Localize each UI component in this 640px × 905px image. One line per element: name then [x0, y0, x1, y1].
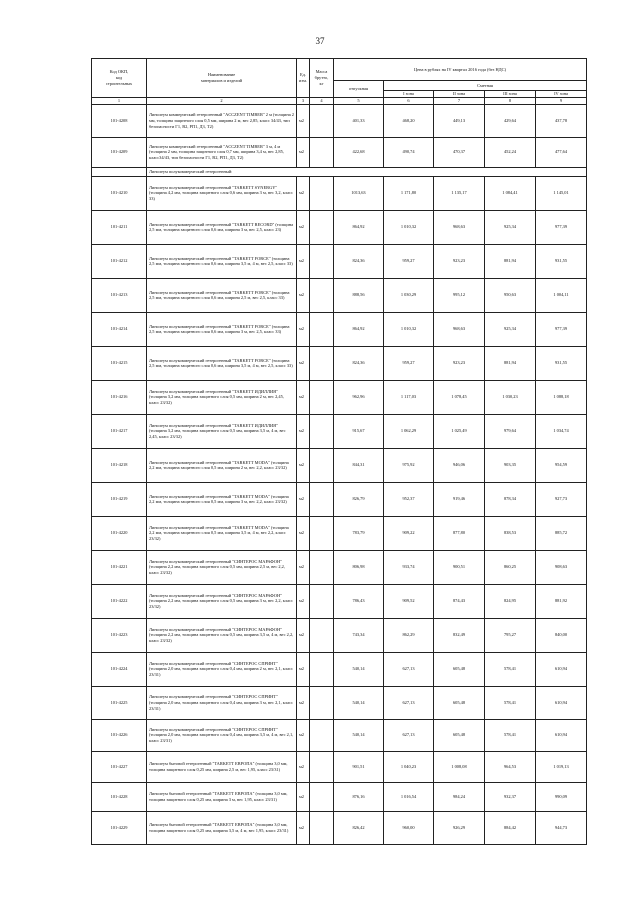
- item-name: Линолеум полукоммерческий гетерогенный "СИНТЕРОС СПРИНТ" (толщина 2,0 мм, толщина защитного слоя 0,4 мм, ширина 3,5 м, 4 м, вес 2,1, класс 23/31): [147, 719, 297, 751]
- price-zone3: 578,41: [485, 652, 536, 686]
- price-zone4: 1 088,18: [536, 380, 587, 414]
- table-row: [92, 811, 587, 844]
- item-unit: м2: [297, 719, 310, 751]
- price-zone2: 923,23: [434, 244, 485, 278]
- item-name: Линолеум полукоммерческий гетерогенный "СИНТЕРОС СПРИНТ" (толщина 2,0 мм, толщина защитного слоя 0,4 мм, ширина 2 м, вес 2,1, класс 23/31): [147, 652, 297, 686]
- item-name: Линолеум полукоммерческий гетерогенный "СИНТЕРОС МАРАФОН" (толщина 2,2 мм, толщина защитного слоя 0,5 мм, ширина 3,5 м, 4 м, вес 2,2, класс 23/32): [147, 618, 297, 652]
- table-row: [92, 751, 587, 782]
- price-zone3: 903,35: [485, 448, 536, 482]
- item-name: Линолеум полукоммерческий гетерогенный "TARKETT RECORD" (толщина 2,5 мм, толщина защитного слоя 0,6 мм, ширина 3 м, вес 2,5, класс 23): [147, 210, 297, 244]
- price-zone3: 1 084,41: [485, 176, 536, 210]
- item-code: 101-4219: [92, 482, 147, 516]
- price-zone1: 627,13: [384, 686, 434, 719]
- item-unit: м2: [297, 244, 310, 278]
- price-zone3: 932,37: [485, 782, 536, 811]
- price-zone1: 627,13: [384, 719, 434, 751]
- price-zone1: 933,74: [384, 550, 434, 584]
- price-zone1: 1 171,80: [384, 176, 434, 210]
- table-row: [92, 380, 587, 414]
- item-code: 101-4214: [92, 312, 147, 346]
- item-gross-weight: [310, 482, 334, 516]
- price-zone1: 1 062,29: [384, 414, 434, 448]
- item-unit: м2: [297, 782, 310, 811]
- price-zone3: 925,34: [485, 312, 536, 346]
- zone4-column-header: IV зона: [536, 91, 587, 98]
- price-zone2: 874,43: [434, 584, 485, 618]
- price-zone4: 477,64: [536, 137, 587, 167]
- price-zone4: 1 034,74: [536, 414, 587, 448]
- item-gross-weight: [310, 584, 334, 618]
- price-wholesale: 901,51: [334, 751, 384, 782]
- price-zone4: 885,72: [536, 516, 587, 550]
- table-row: [92, 137, 587, 167]
- price-zone3: 578,41: [485, 686, 536, 719]
- item-name: Линолеум полукоммерческий гетерогенный "TARKETT MODA" (толщина 2,2 мм, толщина защитного слоя 0,5 мм, ширина 3 м, вес 2,2, класс 23/32): [147, 482, 297, 516]
- column-index: 9: [536, 97, 587, 104]
- price-zone2: 605,48: [434, 652, 485, 686]
- name-header-line2: материалов и изделий: [200, 77, 243, 83]
- item-unit: м2: [297, 346, 310, 380]
- item-gross-weight: [310, 137, 334, 167]
- table-row: [92, 618, 587, 652]
- price-wholesale: 743,34: [334, 618, 384, 652]
- item-code: 101-4229: [92, 811, 147, 844]
- gross-header-line2: брутто,: [314, 75, 329, 80]
- item-code: 101-4212: [92, 244, 147, 278]
- price-zone4: 977,39: [536, 312, 587, 346]
- price-wholesale: 806,98: [334, 550, 384, 584]
- price-zone3: 964,53: [485, 751, 536, 782]
- item-code: 101-4210: [92, 176, 147, 210]
- price-table: [91, 58, 587, 845]
- item-code: 101-4215: [92, 346, 147, 380]
- item-gross-weight: [310, 686, 334, 719]
- gross-column-header: [310, 59, 334, 98]
- price-zone2: 995,12: [434, 278, 485, 312]
- unit-header-line2: изм.: [299, 77, 307, 83]
- price-zone4: 610,94: [536, 686, 587, 719]
- price-wholesale: 824,36: [334, 346, 384, 380]
- price-wholesale: 422,68: [334, 137, 384, 167]
- price-zone4: 990,09: [536, 782, 587, 811]
- item-gross-weight: [310, 312, 334, 346]
- table-row: [92, 782, 587, 811]
- item-name: Линолеум полукоммерческий гетерогенный "СИНТЕРОС МАРАФОН" (толщина 2,2 мм, толщина защитного слоя 0,5 мм, ширина 2,5 м, вес 2,2, класс 23/32): [147, 550, 297, 584]
- price-zone4: 1 004,11: [536, 278, 587, 312]
- item-gross-weight: [310, 448, 334, 482]
- item-code: 101-4208: [92, 104, 147, 137]
- item-name: Линолеум полукоммерческий гетерогенный "TARKETT FORCE" (толщина 2,5 мм, толщина защитного слоя 0,6 мм, ширина 3,5 м, 4 м, вес 2,5, класс 33): [147, 244, 297, 278]
- item-code: 101-4227: [92, 751, 147, 782]
- price-zone3: 878,34: [485, 482, 536, 516]
- item-unit: м2: [297, 137, 310, 167]
- item-gross-weight: [310, 380, 334, 414]
- item-code: 101-4222: [92, 584, 147, 618]
- item-name: Линолеум полукоммерческий гетерогенный "TARKETT FORCE" (толщина 2,5 мм, толщина защитного слоя 0,6 мм, ширина 3 м, вес 2,5, класс 33): [147, 312, 297, 346]
- price-zone2: 919,46: [434, 482, 485, 516]
- name-column-header: [147, 59, 297, 98]
- item-gross-weight: [310, 550, 334, 584]
- item-unit: м2: [297, 686, 310, 719]
- item-name: Линолеум полукоммерческий гетерогенный "TARKETT FORCE" (толщина 2,5 мм, толщина защитного слоя 0,6 мм, ширина 2,5 м, вес 2,5, класс 33): [147, 278, 297, 312]
- price-zone1: 627,13: [384, 652, 434, 686]
- item-code: 101-4226: [92, 719, 147, 751]
- table-header: [92, 59, 587, 105]
- price-zone3: 860,25: [485, 550, 536, 584]
- item-gross-weight: [310, 104, 334, 137]
- item-unit: м2: [297, 550, 310, 584]
- price-zone2: 923,23: [434, 346, 485, 380]
- item-code: 101-4225: [92, 686, 147, 719]
- section-title: Линолеум полукоммерческий гетерогенный:: [147, 167, 587, 176]
- price-zone4: 944,73: [536, 811, 587, 844]
- item-unit: м2: [297, 516, 310, 550]
- item-gross-weight: [310, 751, 334, 782]
- price-zone3: 838,53: [485, 516, 536, 550]
- price-zone1: 960,00: [384, 811, 434, 844]
- price-wholesale: 540,14: [334, 686, 384, 719]
- name-header-line1: Наименование: [207, 72, 236, 78]
- item-name: Линолеум коммерческий гетерогенный "ACCZENT TIMBER" 3 м, 4 м (толщина 2 мм, толщина защитного слоя 0,7 мм, ширина 3,4 м, вес 2,85, класс34/43, тип безопасности Г1, В2, РП1, Д3, Т2): [147, 137, 297, 167]
- code-column-header: [92, 59, 147, 98]
- column-index: 4: [310, 97, 334, 104]
- item-gross-weight: [310, 618, 334, 652]
- table-row: [92, 176, 587, 210]
- price-zone2: 1 135,17: [434, 176, 485, 210]
- price-wholesale: 1013,63: [334, 176, 384, 210]
- price-wholesale: 888,56: [334, 278, 384, 312]
- item-gross-weight: [310, 176, 334, 210]
- price-zone4: 931,55: [536, 244, 587, 278]
- price-zone3: 452,24: [485, 137, 536, 167]
- code-header-line1: Код ОКП,: [109, 69, 129, 75]
- item-name: Линолеум бытовой гетерогенный "TARKETT ЕВРОПА" (толщина 3,0 мм, толщина защитного слоя 0,25 мм, ширина 3 м, вес 1,95, класс 23/31): [147, 782, 297, 811]
- price-zone1: 959,27: [384, 244, 434, 278]
- unit-header-line1: Ед.: [299, 72, 306, 78]
- item-name: Линолеум полукоммерческий гетерогенный "СИНТЕРОС МАРАФОН" (толщина 2,2 мм, толщина защитного слоя 0,5 мм, ширина 3 м, вес 2,2, класс 23/32): [147, 584, 297, 618]
- item-name: Линолеум полукоммерческий гетерогенный "TARKETT ИДИЛЛИЯ" (толщина 3,2 мм, толщина защитного слоя 0,5 мм, ширина 2 м, вес 2,45, класс 23/32): [147, 380, 297, 414]
- item-gross-weight: [310, 516, 334, 550]
- column-index: 5: [334, 97, 384, 104]
- column-index: 8: [485, 97, 536, 104]
- price-zone3: 979,64: [485, 414, 536, 448]
- price-zone1: 909,22: [384, 516, 434, 550]
- item-gross-weight: [310, 811, 334, 844]
- table-row: [92, 414, 587, 448]
- price-wholesale: 962,96: [334, 380, 384, 414]
- price-wholesale: 864,92: [334, 312, 384, 346]
- item-unit: м2: [297, 482, 310, 516]
- price-zone3: 429,64: [485, 104, 536, 137]
- price-zone1: 862,29: [384, 618, 434, 652]
- item-code: 101-4218: [92, 448, 147, 482]
- price-zone2: 470,37: [434, 137, 485, 167]
- column-index: 3: [297, 97, 310, 104]
- price-zone2: 926,29: [434, 811, 485, 844]
- price-zone4: 610,94: [536, 719, 587, 751]
- price-zone4: 840,00: [536, 618, 587, 652]
- code-header-line3: строительных: [105, 80, 133, 86]
- table-row: [92, 244, 587, 278]
- price-zone2: 900,51: [434, 550, 485, 584]
- price-group-header: Цена в рублях на IV квартал 2016 года (без НДС): [334, 59, 587, 81]
- unit-column-header: [297, 59, 310, 98]
- item-name: Линолеум полукоммерческий гетерогенный "TARKETT ИДИЛЛИЯ" (толщина 3,2 мм, толщина защитного слоя 0,5 мм, ширина 3,5 м, 4 м, вес 2,45, класс 23/32): [147, 414, 297, 448]
- price-wholesale: 826,42: [334, 811, 384, 844]
- price-zone2: 1 008,08: [434, 751, 485, 782]
- price-zone4: 908,63: [536, 550, 587, 584]
- price-zone2: 605,48: [434, 686, 485, 719]
- price-zone3: 578,41: [485, 719, 536, 751]
- price-zone1: 1 117,03: [384, 380, 434, 414]
- item-unit: м2: [297, 176, 310, 210]
- price-wholesale: 915,67: [334, 414, 384, 448]
- price-wholesale: 540,14: [334, 652, 384, 686]
- price-wholesale: 540,14: [334, 719, 384, 751]
- price-zone4: 610,94: [536, 652, 587, 686]
- item-code: 101-4211: [92, 210, 147, 244]
- table-row: [92, 482, 587, 516]
- column-index: 1: [92, 97, 147, 104]
- price-zone2: 1 078,45: [434, 380, 485, 414]
- item-gross-weight: [310, 719, 334, 751]
- price-zone4: 977,39: [536, 210, 587, 244]
- column-index: 2: [147, 97, 297, 104]
- price-zone2: 1 025,49: [434, 414, 485, 448]
- table-row: [92, 278, 587, 312]
- item-unit: м2: [297, 618, 310, 652]
- price-zone1: 1 040,23: [384, 751, 434, 782]
- item-gross-weight: [310, 244, 334, 278]
- price-zone4: 1 019,13: [536, 751, 587, 782]
- item-name: Линолеум коммерческий гетерогенный "ACCZENT TIMBER" 2 м (толщина 2 мм, толщина защитного слоя 0,5 мм, ширина 2 м, вес 2,85, класс 34/43, тип безопасности Г1, В2, РП1, Д3, Т2): [147, 104, 297, 137]
- price-zone1: 952,37: [384, 482, 434, 516]
- price-zone3: 950,63: [485, 278, 536, 312]
- price-zone1: 1 010,32: [384, 312, 434, 346]
- item-gross-weight: [310, 210, 334, 244]
- price-zone2: 832,49: [434, 618, 485, 652]
- table-row: [92, 346, 587, 380]
- item-gross-weight: [310, 346, 334, 380]
- item-code: 101-4217: [92, 414, 147, 448]
- code-header-line2: код: [115, 75, 123, 80]
- item-unit: м2: [297, 811, 310, 844]
- price-zone2: 984,24: [434, 782, 485, 811]
- item-name: Линолеум полукоммерческий гетерогенный "СИНТЕРОС СПРИНТ" (толщина 2,0 мм, толщина защитного слоя 0,4 мм, ширина 3 м, вес 2,1, класс 23/31): [147, 686, 297, 719]
- price-zone1: 468,20: [384, 104, 434, 137]
- section-row: [92, 167, 587, 176]
- column-index: 7: [434, 97, 485, 104]
- price-zone3: 795,27: [485, 618, 536, 652]
- column-index: 6: [384, 97, 434, 104]
- price-wholesale: 844,31: [334, 448, 384, 482]
- item-unit: м2: [297, 751, 310, 782]
- table-row: [92, 652, 587, 686]
- table-row: [92, 550, 587, 584]
- table-row: [92, 584, 587, 618]
- gross-header-line1: Масса: [315, 69, 328, 75]
- item-gross-weight: [310, 652, 334, 686]
- item-code: 101-4213: [92, 278, 147, 312]
- price-zone1: 975,92: [384, 448, 434, 482]
- price-wholesale: 824,36: [334, 244, 384, 278]
- section-empty-cell: [92, 167, 147, 176]
- item-unit: м2: [297, 210, 310, 244]
- item-unit: м2: [297, 652, 310, 686]
- item-code: 101-4221: [92, 550, 147, 584]
- item-gross-weight: [310, 782, 334, 811]
- item-name: Линолеум полукоммерческий гетерогенный "TARKETT SYNERGY" (толщина 4,2 мм, толщина защитного слоя 0,6 мм, ширина 3 м, вес 3,2, класс 33): [147, 176, 297, 210]
- page-number: 37: [315, 36, 325, 46]
- item-name: Линолеум полукоммерческий гетерогенный "TARKETT MODA" (толщина 2,2 мм, толщина защитного слоя 0,5 мм, ширина 2 м, вес 2,2, класс 23/32): [147, 448, 297, 482]
- price-zone2: 605,48: [434, 719, 485, 751]
- price-zone4: 927,73: [536, 482, 587, 516]
- item-code: 101-4209: [92, 137, 147, 167]
- price-wholesale: 876,16: [334, 782, 384, 811]
- item-name: Линолеум полукоммерческий гетерогенный "TARKETT FORCE" (толщина 2,5 мм, толщина защитного слоя 0,6 мм, ширина 3,5 м, 4 м, вес 2,5, класс 33): [147, 346, 297, 380]
- price-zone2: 449,13: [434, 104, 485, 137]
- price-wholesale: 826,79: [334, 482, 384, 516]
- table-row: [92, 516, 587, 550]
- price-zone3: 884,42: [485, 811, 536, 844]
- price-zone1: 490,74: [384, 137, 434, 167]
- price-zone1: 1 010,32: [384, 210, 434, 244]
- price-zone4: 954,59: [536, 448, 587, 482]
- price-zone3: 824,95: [485, 584, 536, 618]
- table-row: [92, 312, 587, 346]
- item-gross-weight: [310, 278, 334, 312]
- item-unit: м2: [297, 312, 310, 346]
- price-zone2: 946,06: [434, 448, 485, 482]
- item-unit: м2: [297, 414, 310, 448]
- price-zone4: 437,78: [536, 104, 587, 137]
- price-wholesale: 864,92: [334, 210, 384, 244]
- item-unit: м2: [297, 448, 310, 482]
- zone1-column-header: I зона: [384, 91, 434, 98]
- item-name: Линолеум бытовой гетерогенный "TARKETT ЕВРОПА" (толщина 3,0 мм, толщина защитного слоя 0,25 мм, ширина 2,5 м, вес 1,95, класс 23/31): [147, 751, 297, 782]
- item-code: 101-4220: [92, 516, 147, 550]
- item-name: Линолеум бытовой гетерогенный "TARKETT ЕВРОПА" (толщина 3,0 мм, толщина защитного слоя 0,25 мм, ширина 3,5 м, 4 м, вес 1,95, класс 23/31): [147, 811, 297, 844]
- price-zone1: 1 016,54: [384, 782, 434, 811]
- price-wholesale: 786,43: [334, 584, 384, 618]
- price-zone2: 968,63: [434, 312, 485, 346]
- item-name: Линолеум полукоммерческий гетерогенный "TARKETT MODA" (толщина 2,2 мм, толщина защитного слоя 0,5 мм, ширина 3,5 м, 4 м, вес 2,2, класс 23/32): [147, 516, 297, 550]
- item-gross-weight: [310, 414, 334, 448]
- estimate-group-header: Сметная: [384, 81, 587, 91]
- item-code: 101-4224: [92, 652, 147, 686]
- item-unit: м2: [297, 104, 310, 137]
- price-zone1: 909,52: [384, 584, 434, 618]
- item-code: 101-4216: [92, 380, 147, 414]
- price-zone4: 1 145,01: [536, 176, 587, 210]
- table-body: [92, 104, 587, 844]
- zone2-column-header: II зона: [434, 91, 485, 98]
- price-zone3: 1 030,23: [485, 380, 536, 414]
- table-row: [92, 686, 587, 719]
- gross-header-line3: кг: [319, 80, 324, 86]
- item-unit: м2: [297, 584, 310, 618]
- price-zone2: 877,80: [434, 516, 485, 550]
- price-wholesale: 401,33: [334, 104, 384, 137]
- price-zone2: 968,63: [434, 210, 485, 244]
- item-unit: м2: [297, 278, 310, 312]
- price-wholesale: 783,79: [334, 516, 384, 550]
- price-zone1: 1 030,29: [384, 278, 434, 312]
- zone3-column-header: III зона: [485, 91, 536, 98]
- price-zone4: 881,92: [536, 584, 587, 618]
- table-row: [92, 448, 587, 482]
- item-code: 101-4228: [92, 782, 147, 811]
- table-row: [92, 719, 587, 751]
- price-zone1: 959,27: [384, 346, 434, 380]
- item-code: 101-4223: [92, 618, 147, 652]
- price-zone3: 925,34: [485, 210, 536, 244]
- wholesale-column-header: отпускная: [334, 81, 384, 98]
- price-zone3: 881,94: [485, 244, 536, 278]
- price-zone4: 931,55: [536, 346, 587, 380]
- item-unit: м2: [297, 380, 310, 414]
- price-zone3: 881,94: [485, 346, 536, 380]
- table-row: [92, 104, 587, 137]
- table-row: [92, 210, 587, 244]
